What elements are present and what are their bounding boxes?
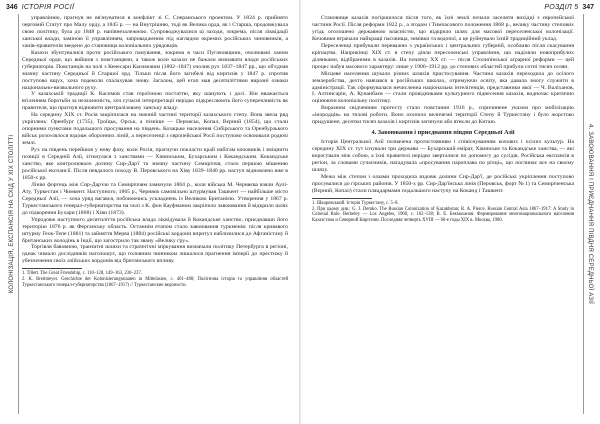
left-running-head xyxy=(6,3,74,13)
left-page-number: 346 xyxy=(6,4,18,11)
right-side-label xyxy=(583,14,596,414)
right-side-label-text: 4. ЗАВОЮВАННЯ І ПРИЄДНАННЯ ПІВДНЯ СЕРЕДНЬОЇ АЗІЇ xyxy=(587,124,593,304)
right-page-number: 347 xyxy=(582,4,594,11)
right-paragraph: Виразним свідченням протесту стало повстання 1916 р., спричинене указом про мобілізацію «інородців» на тилові роботи. Воно охопило величезні території Степу й Туркестану і було жорстоко придушене; десятки тисяч казахів і киргизів загинули або втекли до Китаю. xyxy=(312,105,574,126)
left-running-title: ІСТОРІЯ РОСІЇ xyxy=(21,4,75,11)
left-text-column xyxy=(22,15,288,415)
footnote: 2. При цьому див.: G. J. Demko. The Russian Colonization of Kazakhstan; R. A. Pierce. Russian Central Asia 1867–1917: A Study in Colonial Rule. Berkeley — Los Angeles, 1960, с. 102–138; B. E. Бекмаханов. Формирование многонационального населения Казахстана и Северной Киргизии. Последняя четверть XVIII — 60-е годы XIX в. Москва, 1980. xyxy=(312,206,574,223)
left-paragraph: Лінію фортець між Сир-Дар'єю та Семиріччям замкнули 1864 р., коли війська М. Черняєва взяли Аулі-Ату, Туркестан і Чимкент. Наступного, 1865 р., Черняєв самовільно штурмував Ташкент — найбільше місто Середньої Азії, — хоча уряд вагався, побоюючись ускладнень із Великою Британією. Утворення у 1867 р. Туркестанського генерал-губернаторства на чолі з К. фон Кауфманом закріпило завоювання й відкрило шлях до підкорення Бухари (1868) і Хіви (1873). xyxy=(22,181,288,216)
left-side-label xyxy=(6,14,19,414)
footnote: 1. Шкаровський. Історія Туркестану, с. 5–8. xyxy=(312,200,399,206)
right-paragraph: Переселенці прибували переважно з українських і центральних губерній, особливо після скасування кріпацтва. Наприкінці XIX ст. в степу діяли переселенські управління, що наділяли новоприбулих ділянками, відібраними в казахів. На початку XX ст. — після Столипінської аграрної реформи — цей процес набув масового характеру: лише у 1906–1912 рр. до степових областей прибули сотні тисяч селян. xyxy=(312,42,574,70)
section-paragraph: Історія Центральної Азії позначена протистоянням і співіснуванням кочових і осілих культур. На середину XIX ст. тут існували три держави — Бухарський емірат, Хівинське та Кокандське ханства, — які ворогували між собою, а їхні правителі нерідко зверталися по допомогу до сусідів. Російська експансія в регіон, за словами сучасників, нагадувала «просування пароплава по річці», що поглинає все на своєму шляху. xyxy=(312,139,574,174)
right-footnotes xyxy=(312,201,574,224)
left-paragraph: Рух на південь перейшов у нову фазу, коли Росія, прагнучи покласти край набігам кочовиків і зміцнити позиції в Середній Азії, зіткнулася з ханствами — Хівинським, Бухарським і Кокандським. Кокандське ханство, яке контролювало долину Сир-Дар'ї та значну частину Семиріччя, стало першою мішенню російської експансії. Після невдалого походу В. Перовського на Хіву 1839–1840 рр. наступ відновлено вже в 1850-х рр. xyxy=(22,147,288,181)
left-paragraph: Упродовж наступного десятиліття російська влада ліквідувала й Кокандське ханство, приєднавши його територію 1876 р. як Ферганську область. Останнім етапом стало завоювання туркменів: після кривавого штурму Геок-Тепе (1881) та зайняття Мерва (1884) російські кордони впритул наблизилися до Афганістану й британських володінь в Індії, що загострило так звану «Велику гру». xyxy=(22,216,288,244)
footnote: 1. Tillett. The Great Friendship, с. 110–128, 149–163, 230–237. xyxy=(22,271,142,277)
left-side-label-text: КОЛОНІЗАЦІЯ, ЕКСПАНСІЯ НА СХІД У XIX СТОЛІТТІ xyxy=(9,134,15,294)
footnote-divider xyxy=(22,268,82,269)
left-paragraph: У казахській традиції К. Касимов став героїчною постаттю, яку шанують і досі. Він вважається втіленням боротьби за незалежність, хоч сучасні інтерпретації нерідко підкреслюють його суперечливість як правителя, що прагнув відновити централізовану ханську владу. xyxy=(22,91,288,112)
section-heading: 4. Завоювання і приєднання півдня Середньої Азії xyxy=(371,129,515,137)
left-paragraph: На середину XIX ст. Росія закріпилася на значній частині території казахського степу. Вона звела ряд укріплень: Оренбург (1735), Троїцьк, Орськ, а пізніше — Перовськ, Копал, Вєрний (1854), що стали опорними пунктами подальшого просування на південь. Козацьке населення Сибірського та Оренбурзького військ розселялося вздовж оборонних ліній, а переселенці з європейської Росії поступово освоювали родючі землі. xyxy=(22,112,288,147)
section-paragraph: Межа між степом і оазами проходила вздовж долини Сир-Дар'ї, де російські укріплення поступово просувалися до гірських районів. У 1850-х рр. Сир-Дар'їнська лінія (Перовськ, форт № 1) та Семиріченська (Вєрний, Копал) стали плацдармами подальшого наступу на Коканд і Ташкент. xyxy=(312,173,574,194)
footnote-divider xyxy=(312,198,372,199)
right-running-head xyxy=(544,3,594,13)
right-paragraph: Місцеве населення шукало різних шляхів пристосування. Частина казахів переходила до осілого землеробства, дехто навчався в російських школах, отримуючи освіту, яка давала змогу служити в адміністрації. Так сформувалася нечисленна національна інтелігенція, представники якої — Ч. Валіханов, І. Алтинсарін, А. Кунанбаєв — стали провідниками культурного піднесення казахів, водночас критично оцінюючи колоніальну політику. xyxy=(312,70,574,105)
left-paragraph: Торгівля бавовною, транзитні шляхи та стратегічні міркування визначали політику Петербурга в регіоні, однак чимало дослідників наголошує, що головним чинником лишалося прагнення імперії до престижу й убезпечення своїх азійських кордонів від британського впливу. xyxy=(22,244,288,265)
right-running-title: РОЗДІЛ 5 xyxy=(544,4,579,11)
right-text-column xyxy=(312,15,574,415)
left-footnotes xyxy=(22,271,288,288)
right-page xyxy=(300,0,600,424)
left-paragraph: управлінню, прагнув не вв'язуватися в конфлікт зі С. Сперанського проектом. У 1824 р. прийнято черговий Статут про Малу орду, а 1845 р. — на Внутрішню, тоді як Велика орда, як і Старша, продовжувала свою політику, була до 1848 р. напівнезалежною. Супроводжувалися ці заходи, зокрема, після ліквідації ханської влади, заміною її управлінням, запровадженим під наглядом окремих російських чиновників, а ханів-правителів зведено до становища колоніальних урядовців. xyxy=(22,15,288,49)
right-paragraph: Становище казахів погіршилося після того, як їхні землі почали заселяти вихідці з європейської частини Росії. Після реформи 1822 р., а згодом і Тимчасового положення 1868 р., велику частину степових угідь оголошено державною власністю, що відкрило шлях для масової переселенської колонізації. Кочовики втрачали найкращі пасовища, зимівки та водопої, а це руйнувало їхній традиційний уклад. xyxy=(312,15,574,42)
left-paragraph: Казахи збунтувалися проти російського панування, зокрема в часи Пугачовщини, очолювані ханом Середньої орди, що вийшов з повстанцями, а також коли казахи не бажали визнавати влади російських губернаторів. Повстанців на чолі з Кенесари Касимовим (1802–1847) очолив рух 1837–1847 рр., що об'єднав значну частину Середньої й Старшої орд. Тільки після його загибелі від киргизів у 1847 р. спротив поступово вщух, хоча подеколи спалахував знову. Загалом, цей етап мав десятиліттями виразні ознаки національно-визвольного руху. xyxy=(22,49,288,91)
footnote: 2. K. Breitmeyer. Geschichte der Kolonisierungsstaaten in Mittelasien, c. 401–488; Політична історія та управління областей Туркестанського генерал-губернаторства (1867–1917) // Туркестанские ведомости. xyxy=(22,277,288,288)
